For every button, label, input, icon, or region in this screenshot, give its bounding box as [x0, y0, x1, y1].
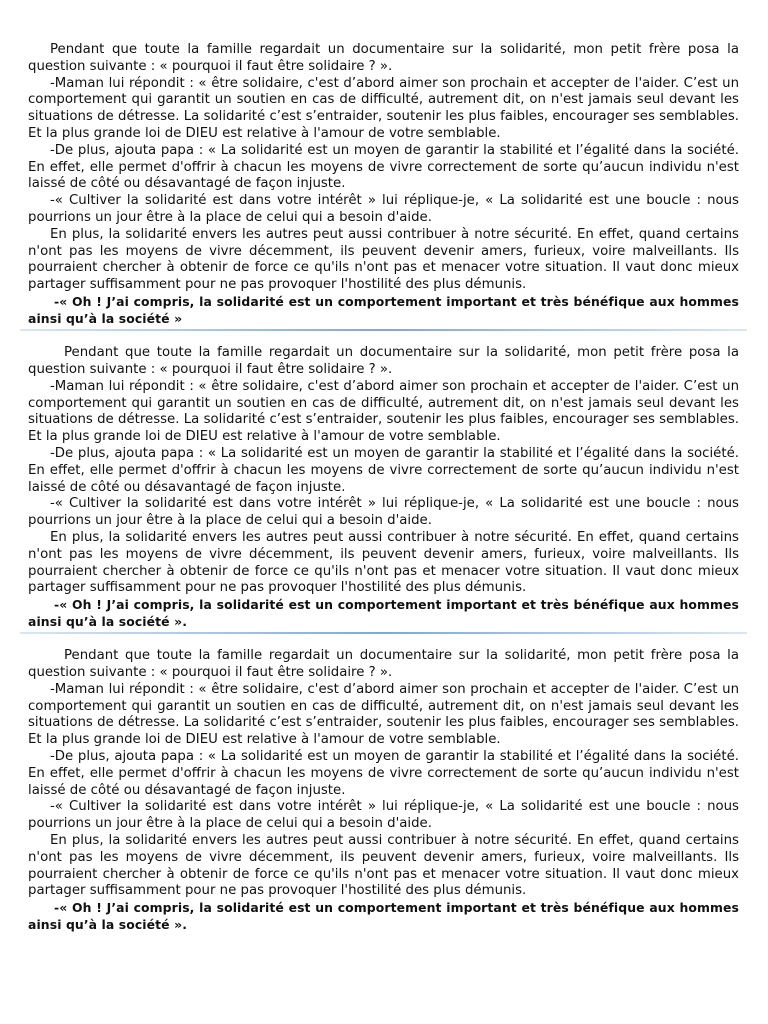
paragraph-reply: -« Cultiver la solidarité est dans votre intérêt » lui réplique-je, « La solidarité est une boucle : nous pourrions un jour être à la place de celui qui a besoin d'aide.	[28, 799, 739, 832]
text-block-3	[28, 648, 739, 933]
paragraph-intro: Pendant que toute la famille regardait un documentaire sur la solidarité, mon petit frère posa la question suivante : « pourquoi il faut être solidaire ? ».	[28, 345, 739, 377]
paragraph-maman: -Maman lui répondit : « être solidaire, c'est d’abord aimer son prochain et accepter de l'aider. C’est un comportement qui garantit un soutien en cas de difficulté, autrement dit, on n'est jamais seul devant les situations de détresse. La solidarité c’est s’entraider, soutenir les plus faibles, encourager ses semblables. Et la plus grande loi de DIEU est relative à l'amour de votre semblable.	[28, 681, 739, 748]
paragraph-security: En plus, la solidarité envers les autres peut aussi contribuer à notre sécurité. En effet, quand certains n'ont pas les moyens de vivre décemment, ils peuvent devenir amers, furieux, voire malveillants. Ils pourraient chercher à obtenir de force ce qu'ils n'ont pas et menacer votre situation. Il vaut donc mieux partager suffisamment pour ne pas provoquer l'hostilité des plus démunis.	[28, 226, 739, 293]
paragraph-maman: -Maman lui répondit : « être solidaire, c'est d’abord aimer son prochain et accepter de l'aider. C’est un comportement qui garantit un soutien en cas de difficulté, autrement dit, on n'est jamais seul devant les situations de détresse. La solidarité c’est s’entraider, soutenir les plus faibles, encourager ses semblables. Et la plus grande loi de DIEU est relative à l'amour de votre semblable.	[28, 378, 739, 445]
paragraph-intro: Pendant que toute la famille regardait un documentaire sur la solidarité, mon petit frère posa la question suivante : « pourquoi il faut être solidaire ? ».	[28, 648, 739, 681]
paragraph-maman: -Maman lui répondit : « être solidaire, c'est d’abord aimer son prochain et accepter de l'aider. C’est un comportement qui garantit un soutien en cas de difficulté, autrement dit, on n'est jamais seul devant les situations de détresse. La solidarité c’est s’entraider, soutenir les plus faibles, encourager ses semblables. Et la plus grande loi de DIEU est relative à l'amour de votre semblable.	[28, 75, 739, 141]
paragraph-papa: -De plus, ajouta papa : « La solidarité est un moyen de garantir la stabilité et l’égalité dans la société. En effet, elle permet d'offrir à chacun les moyens de vivre correctement de sorte qu’aucun individu n'est laissé de côté ou désavantagé de façon injuste.	[28, 749, 739, 798]
document-page	[28, 42, 739, 933]
paragraph-papa: -De plus, ajouta papa : « La solidarité est un moyen de garantir la stabilité et l’égalité dans la société. En effet, elle permet d'offrir à chacun les moyens de vivre correctement de sorte qu’aucun individu n'est laissé de côté ou désavantagé de façon injuste.	[28, 445, 739, 495]
text-block-1	[28, 42, 739, 327]
separator-line	[20, 632, 747, 634]
paragraph-papa: -De plus, ajouta papa : « La solidarité est un moyen de garantir la stabilité et l’égalité dans la société. En effet, elle permet d'offrir à chacun les moyens de vivre correctement de sorte qu’aucun individu n'est laissé de côté ou désavantagé de façon injuste.	[28, 142, 739, 192]
paragraph-closing: -« Oh ! J’ai compris, la solidarité est un comportement important et très bénéfique aux hommes ainsi qu’à la société ».	[28, 597, 739, 629]
paragraph-security: En plus, la solidarité envers les autres peut aussi contribuer à notre sécurité. En effet, quand certains n'ont pas les moyens de vivre décemment, ils peuvent devenir amers, furieux, voire malveillants. Ils pourraient chercher à obtenir de force ce qu'ils n'ont pas et menacer votre situation. Il vaut donc mieux partager suffisamment pour ne pas provoquer l'hostilité des plus démunis.	[28, 833, 739, 899]
paragraph-closing: -« Oh ! J’ai compris, la solidarité est un comportement important et très bénéfique aux hommes ainsi qu’à la société »	[28, 293, 739, 326]
separator-line	[20, 329, 747, 331]
paragraph-reply: -« Cultiver la solidarité est dans votre intérêt » lui réplique-je, « La solidarité est une boucle : nous pourrions un jour être à la place de celui qui a besoin d'aide.	[28, 496, 739, 529]
paragraph-security: En plus, la solidarité envers les autres peut aussi contribuer à notre sécurité. En effet, quand certains n'ont pas les moyens de vivre décemment, ils peuvent devenir amers, furieux, voire malveillants. Ils pourraient chercher à obtenir de force ce qu'ils n'ont pas et menacer votre situation. Il vaut donc mieux partager suffisamment pour ne pas provoquer l'hostilité des plus démunis.	[28, 529, 739, 596]
paragraph-intro: Pendant que toute la famille regardait un documentaire sur la solidarité, mon petit frère posa la question suivante : « pourquoi il faut être solidaire ? ».	[28, 42, 739, 74]
paragraph-closing: -« Oh ! J’ai compris, la solidarité est un comportement important et très bénéfique aux hommes ainsi qu’à la société ».	[28, 900, 739, 932]
text-block-2	[28, 345, 739, 630]
paragraph-reply: -« Cultiver la solidarité est dans votre intérêt » lui réplique-je, « La solidarité est une boucle : nous pourrions un jour être à la place de celui qui a besoin d'aide.	[28, 193, 739, 225]
